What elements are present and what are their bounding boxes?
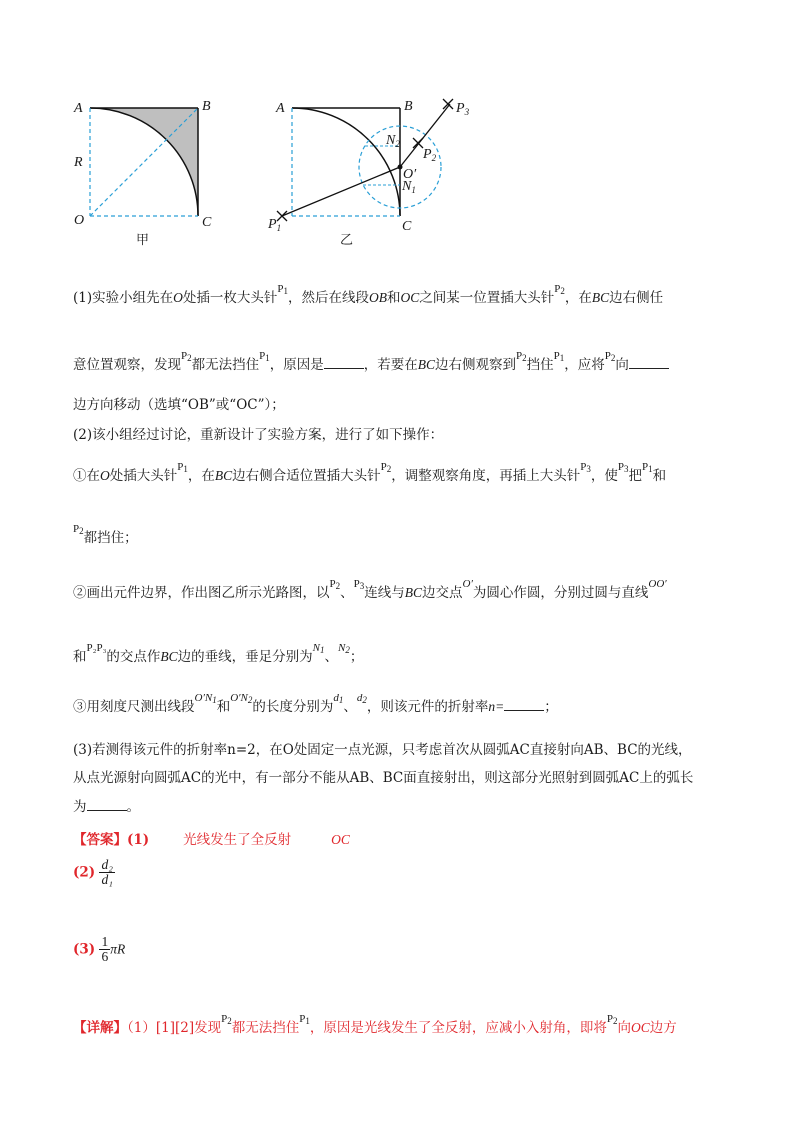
label-b: B [202,99,211,114]
label-n1: $N_1$ [402,179,416,195]
q1-line3: 边方向移动（选填“OB”或“OC”）； [73,397,285,413]
label-a: A [74,101,83,116]
caption-jia: 甲 [136,233,150,248]
answer-line1: 【答案】(1) 光线发生了全反射 OC [73,832,350,848]
label-n2: $N_2$ [386,133,400,149]
arc-ac2 [292,108,400,216]
caption-yi: 乙 [340,233,354,248]
q3-line2: 从点光源射向圆弧AC的光中，有一部分不能从AB、BC面直接射出，则这部分光照射到圆弧AC上的弧长 [73,770,694,786]
answer-line2: (2) $\frac{\text{d₂}}{\text{d₁}}$ [73,857,113,887]
pin-p2 [413,138,423,148]
label-r: R [74,155,83,170]
label-c: C [202,215,212,230]
q3-line3: 为 。 [73,799,140,815]
q3-line1: (3)若测得该元件的折射率n=2，在O处固定一点光源，只考虑首次从圆弧AC直接射向AB、BC的光线， [73,742,692,758]
blank-3[interactable] [504,698,544,711]
figure-diagrams [70,88,490,248]
label-o: O [74,213,85,228]
ray-incident [282,167,400,216]
q1-line1: (1)实验小组先在O处插一枚大头针$^{P_1}$，然后在线段OB和OC之间某一位置插大头针$^{P_2}$，在BC边右侧任 [73,283,664,306]
dashed-ob [90,108,198,216]
blank-4[interactable] [87,798,127,811]
q2-intro: (2)该小组经过讨论，重新设计了实验方案，进行了如下操作： [73,427,444,443]
q1-line2: 意位置观察，发现$^{P_2}$都无法挡住$^{P_1}$，原因是 ，若要在BC边右侧观察到$^{P_2}$挡住$^{P_1}$，应将$^{P_2}$向 [73,355,669,378]
pin-p1 [277,211,287,221]
point-oprime [398,165,403,170]
answer-line3: (3) $\frac{1}{6}$ πR [73,934,126,964]
detail-line1: 【详解】（1）[1][2]发现$^{P_2}$都无法挡住$^{P_1}$，原因是光线发生了全反射，应减小入射角，即将$^{P_2}$向OC边方 [73,1013,677,1036]
q2-step1-cont: $^{P_2}$都挡住； [73,523,138,546]
q2-step1: ①在O处插大头针$^{P_1}$，在BC边右侧合适位置插大头针$^{P_2}$，调整观察角度，再插上大头针$^{P_3}$，使$^{P_3}$把$^{P_1}$和 [73,461,667,484]
label-p1: $P_1$ [268,217,282,233]
label-a2: A [276,101,285,116]
label-p3: $P_3$ [456,101,470,117]
label-p2: $P_2$ [423,147,437,163]
label-b2: B [404,99,413,114]
q2-step2: ②画出元件边界，作出图乙所示光路图，以$^{P_2}$、$^{P_3}$连线与BC边交点$^{O'}$为圆心作圆，分别过圆与直线$^{OO'}$ [73,578,667,601]
label-c2: C [402,219,412,234]
q2-step3: ③用刻度尺测出线段$^{O'N_1}$和$^{O'N_2}$的长度分别为$^{d_1}$、$^{d_2}$，则该元件的折射率n= ； [73,692,558,715]
q2-step2-cont: 和$^{P_2P_3}$的交点作BC边的垂线，垂足分别为$^{N_1}$、$^{N_2}$； [73,642,364,665]
blank-1[interactable] [324,356,364,369]
blank-2[interactable] [629,356,669,369]
label-oprime: O′ [403,167,417,182]
